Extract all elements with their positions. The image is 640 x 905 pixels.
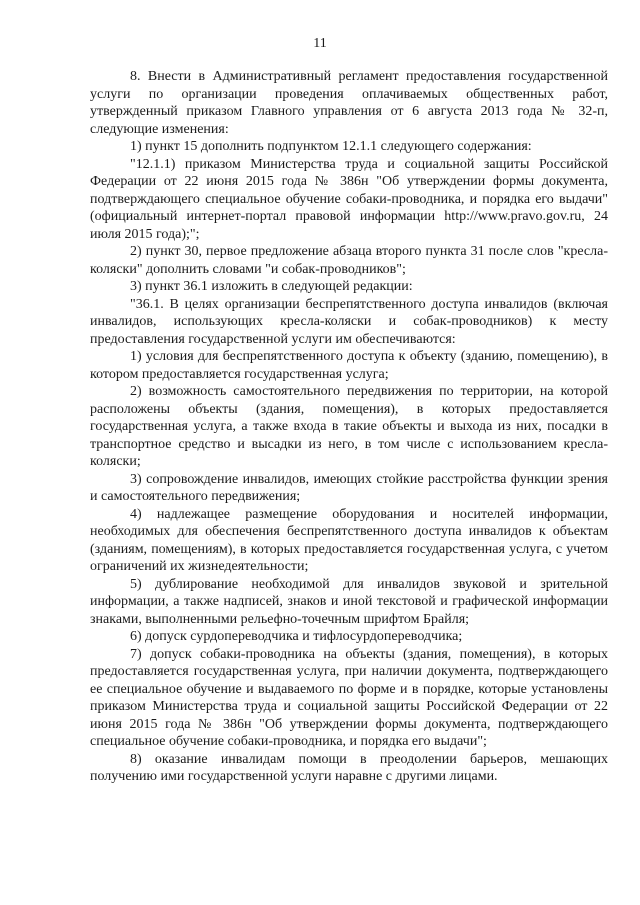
paragraph-condition-4: 4) надлежащее размещение оборудования и носителей информации, необходимых для обеспечения беспрепятственного доступа инвалидов к объектам (зданиям, помещениям), в которых предоставляется государственная услуга, с учетом ограничений их жизнедеятельности; [90, 506, 608, 574]
paragraph-condition-1: 1) условия для беспрепятственного доступа к объекту (зданию, помещению), в котором предоставляется государственная услуга; [90, 349, 608, 382]
page-number: 11 [313, 36, 327, 51]
paragraph-subitem-2: 2) пункт 30, первое предложение абзаца второго пункта 31 после слов "кресла-коляски" дополнить словами "и собак-проводников"; [90, 244, 608, 277]
paragraph-quote-12-1-1: "12.1.1) приказом Министерства труда и социальной защиты Российской Федерации от 22 июня 2015 года № 386н "Об утверждении формы документа, подтверждающего специальное обучение собаки-проводника, и порядка его выдачи" (официальный интернет-портал правовой информации http://www.pravo.gov.ru, 24 июля 2015 года);"; [90, 156, 608, 242]
paragraph-condition-8: 8) оказание инвалидам помощи в преодолении барьеров, мешающих получению ими государственной услуги наравне с другими лицами. [90, 751, 608, 784]
paragraph-condition-6: 6) допуск сурдопереводчика и тифлосурдопереводчика; [130, 629, 463, 644]
paragraph-condition-2: 2) возможность самостоятельного передвижения по территории, на которой расположены объекты (здания, помещения), в которых предоставляется государственная услуга, а также входа в такие объекты и выхода из них, посадки в транспортное средство и высадки из него, в том числе с использованием кресла-коляски; [90, 384, 608, 469]
document-body [90, 68, 608, 786]
paragraph-condition-7: 7) допуск собаки-проводника на объекты (здания, помещения), в которых предоставляется государственная услуга, при наличии документа, подтверждающего ее специальное обучение и выдаваемого по форме и в порядке, которые установлены приказом Министерства труда и социальной защиты Российской Федерации от 22 июня 2015 года № 386н "Об утверждении формы документа, подтверждающего специальное обучение собаки-проводника, и порядка его выдачи"; [90, 646, 608, 749]
paragraph-subitem-3: 3) пункт 36.1 изложить в следующей редакции: [130, 279, 413, 294]
paragraph-subitem-1: 1) пункт 15 дополнить подпунктом 12.1.1 следующего содержания: [130, 139, 532, 154]
paragraph-condition-3: 3) сопровождение инвалидов, имеющих стойкие расстройства функции зрения и самостоятельного передвижения; [90, 471, 608, 504]
paragraph-condition-5: 5) дублирование необходимой для инвалидов звуковой и зрительной информации, а также надписей, знаков и иной текстовой и графической информации знаками, выполненными рельефно-точечным шрифтом Брайля; [90, 576, 608, 627]
paragraph-quote-36-1: "36.1. В целях организации беспрепятственного доступа инвалидов (включая инвалидов, использующих кресла-коляски и собак-проводников) к месту предоставления государственной услуги им обеспечиваются: [90, 296, 608, 347]
paragraph-item-8: 8. Внести в Административный регламент предоставления государственной услуги по организации проведения оплачиваемых общественных работ, утвержденный приказом Главного управления от 6 августа 2013 года № 32-п, следующие изменения: [90, 69, 608, 137]
